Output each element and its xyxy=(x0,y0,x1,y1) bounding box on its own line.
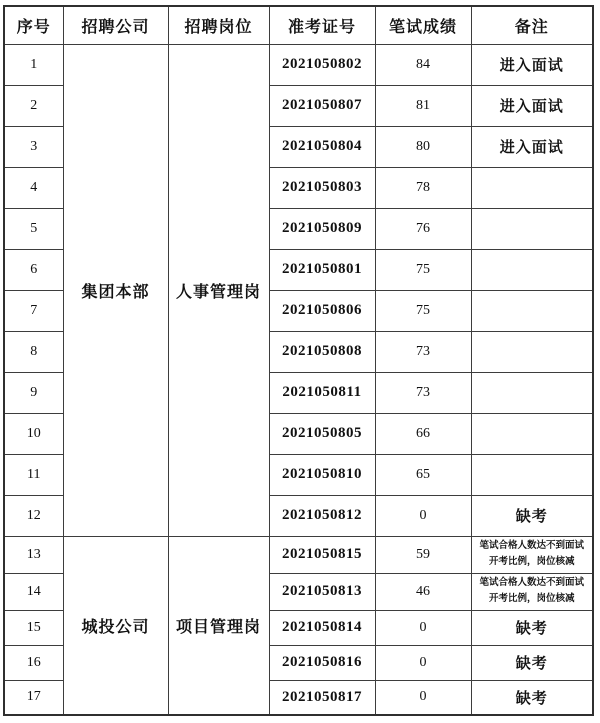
serial-number-cell: 5 xyxy=(4,208,63,249)
ticket-cell: 2021050808 xyxy=(269,331,375,372)
serial-number-cell: 10 xyxy=(4,413,63,454)
serial-number-cell: 13 xyxy=(4,536,63,573)
remark-cell xyxy=(471,331,593,372)
remark-cell: 缺考 xyxy=(471,610,593,645)
serial-number-cell: 17 xyxy=(4,680,63,715)
score-cell: 59 xyxy=(375,536,471,573)
remark-cell xyxy=(471,372,593,413)
ticket-cell: 2021050805 xyxy=(269,413,375,454)
remark-cell xyxy=(471,208,593,249)
ticket-cell: 2021050812 xyxy=(269,495,375,536)
ticket-cell: 2021050813 xyxy=(269,573,375,610)
remark-cell: 进入面试 xyxy=(471,126,593,167)
table-row xyxy=(4,536,593,573)
score-cell: 66 xyxy=(375,413,471,454)
ticket-cell: 2021050807 xyxy=(269,85,375,126)
header-row xyxy=(4,6,593,44)
score-cell: 80 xyxy=(375,126,471,167)
ticket-cell: 2021050809 xyxy=(269,208,375,249)
header-serial-number: 序号 xyxy=(4,6,63,44)
serial-number-cell: 3 xyxy=(4,126,63,167)
remark-cell: 缺考 xyxy=(471,495,593,536)
score-cell: 46 xyxy=(375,573,471,610)
header-remark: 备注 xyxy=(471,6,593,44)
score-cell: 75 xyxy=(375,249,471,290)
score-cell: 78 xyxy=(375,167,471,208)
score-cell: 0 xyxy=(375,645,471,680)
ticket-cell: 2021050804 xyxy=(269,126,375,167)
score-cell: 73 xyxy=(375,331,471,372)
remark-cell xyxy=(471,167,593,208)
header-recruiting-company: 招聘公司 xyxy=(63,6,168,44)
remark-cell xyxy=(471,290,593,331)
score-cell: 65 xyxy=(375,454,471,495)
company-cell-city-investment: 城投公司 xyxy=(63,536,168,715)
header-ticket-number: 准考证号 xyxy=(269,6,375,44)
position-cell-hr-management: 人事管理岗 xyxy=(168,44,269,536)
ticket-cell: 2021050806 xyxy=(269,290,375,331)
remark-cell: 进入面试 xyxy=(471,44,593,85)
remark-cell: 笔试合格人数达不到面试开考比例，岗位核减 xyxy=(471,573,593,610)
ticket-cell: 2021050803 xyxy=(269,167,375,208)
serial-number-cell: 6 xyxy=(4,249,63,290)
serial-number-cell: 15 xyxy=(4,610,63,645)
score-cell: 0 xyxy=(375,495,471,536)
serial-number-cell: 8 xyxy=(4,331,63,372)
serial-number-cell: 4 xyxy=(4,167,63,208)
position-cell-project-management: 项目管理岗 xyxy=(168,536,269,715)
score-cell: 0 xyxy=(375,680,471,715)
ticket-cell: 2021050816 xyxy=(269,645,375,680)
ticket-cell: 2021050802 xyxy=(269,44,375,85)
exam-results-table xyxy=(3,5,594,716)
serial-number-cell: 7 xyxy=(4,290,63,331)
score-cell: 75 xyxy=(375,290,471,331)
serial-number-cell: 12 xyxy=(4,495,63,536)
serial-number-cell: 14 xyxy=(4,573,63,610)
serial-number-cell: 2 xyxy=(4,85,63,126)
remark-cell xyxy=(471,413,593,454)
ticket-cell: 2021050810 xyxy=(269,454,375,495)
table-row xyxy=(4,44,593,85)
remark-cell xyxy=(471,249,593,290)
company-cell-group-hq: 集团本部 xyxy=(63,44,168,536)
serial-number-cell: 9 xyxy=(4,372,63,413)
remark-cell: 进入面试 xyxy=(471,85,593,126)
score-cell: 73 xyxy=(375,372,471,413)
header-written-score: 笔试成绩 xyxy=(375,6,471,44)
ticket-cell: 2021050815 xyxy=(269,536,375,573)
remark-cell: 缺考 xyxy=(471,645,593,680)
serial-number-cell: 11 xyxy=(4,454,63,495)
ticket-cell: 2021050801 xyxy=(269,249,375,290)
serial-number-cell: 16 xyxy=(4,645,63,680)
score-cell: 76 xyxy=(375,208,471,249)
ticket-cell: 2021050817 xyxy=(269,680,375,715)
ticket-cell: 2021050811 xyxy=(269,372,375,413)
header-recruiting-position: 招聘岗位 xyxy=(168,6,269,44)
score-cell: 84 xyxy=(375,44,471,85)
ticket-cell: 2021050814 xyxy=(269,610,375,645)
remark-cell: 缺考 xyxy=(471,680,593,715)
score-cell: 0 xyxy=(375,610,471,645)
remark-cell: 笔试合格人数达不到面试开考比例，岗位核减 xyxy=(471,536,593,573)
score-cell: 81 xyxy=(375,85,471,126)
remark-cell xyxy=(471,454,593,495)
serial-number-cell: 1 xyxy=(4,44,63,85)
